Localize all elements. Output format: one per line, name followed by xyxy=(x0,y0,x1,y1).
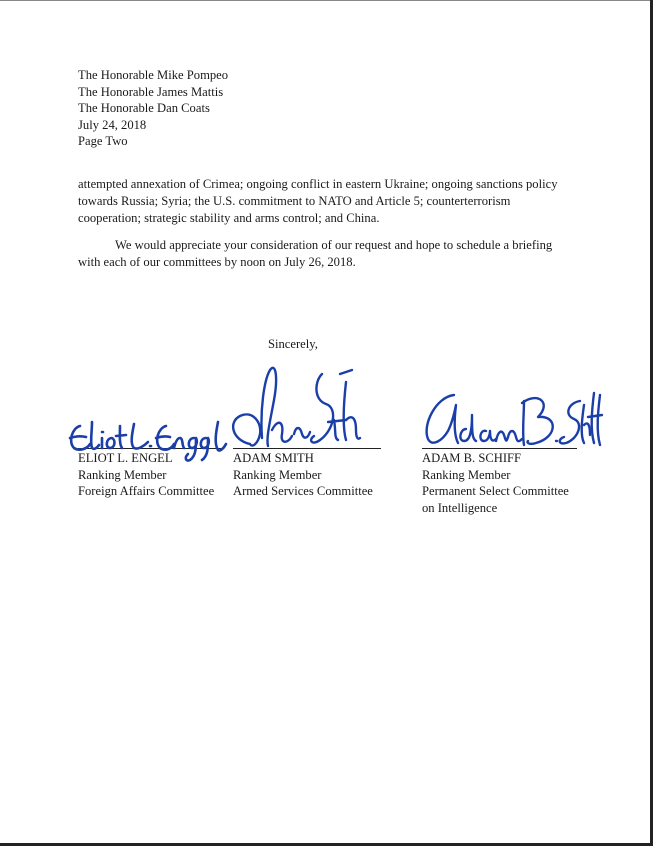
body-paragraph-2 xyxy=(78,237,578,271)
signatory-committee: Permanent Select Committee xyxy=(422,484,569,498)
signatory-schiff xyxy=(422,450,569,516)
recipient-block xyxy=(78,67,228,150)
recipient-line: The Honorable Dan Coats xyxy=(78,101,210,115)
signatory-committee: on Intelligence xyxy=(422,500,498,515)
signatory-name: ADAM B. SCHIFF xyxy=(422,451,522,465)
paragraph-line: We would appreciate your consideration of our request and hope to schedule a briefing xyxy=(115,238,553,252)
paragraph-line: towards Russia; Syria; the U.S. commitment to NATO and Article 5; counterterrorism xyxy=(78,194,511,208)
signatory-engel xyxy=(78,450,214,500)
signatory-title: Ranking Member xyxy=(233,467,322,482)
paragraph-line: with each of our committees by noon on July 26, 2018. xyxy=(78,255,356,269)
page-label: Page Two xyxy=(78,134,128,148)
signatory-committee: Foreign Affairs Committee xyxy=(78,484,215,498)
closing-salutation: Sincerely, xyxy=(268,337,318,351)
page-top-edge xyxy=(0,0,653,1)
paragraph-line: attempted annexation of Crimea; ongoing conflict in eastern Ukraine; ongoing sanctions policy xyxy=(78,177,558,191)
signatory-title: Ranking Member xyxy=(78,467,167,482)
signatory-smith xyxy=(233,450,373,500)
signatory-name: ELIOT L. ENGEL xyxy=(78,451,173,465)
recipient-line: The Honorable Mike Pompeo xyxy=(78,68,229,82)
schiff-signature-icon xyxy=(418,385,603,460)
paragraph-line: cooperation; strategic stability and arms control; and China. xyxy=(78,211,380,225)
signatory-title: Ranking Member xyxy=(422,467,511,482)
signatory-committee: Armed Services Committee xyxy=(233,484,373,498)
signatory-name: ADAM SMITH xyxy=(233,451,314,465)
letter-date: July 24, 2018 xyxy=(78,117,147,132)
recipient-line: The Honorable James Mattis xyxy=(78,84,224,99)
body-paragraph-1 xyxy=(78,176,578,227)
smith-signature-icon xyxy=(222,360,382,455)
